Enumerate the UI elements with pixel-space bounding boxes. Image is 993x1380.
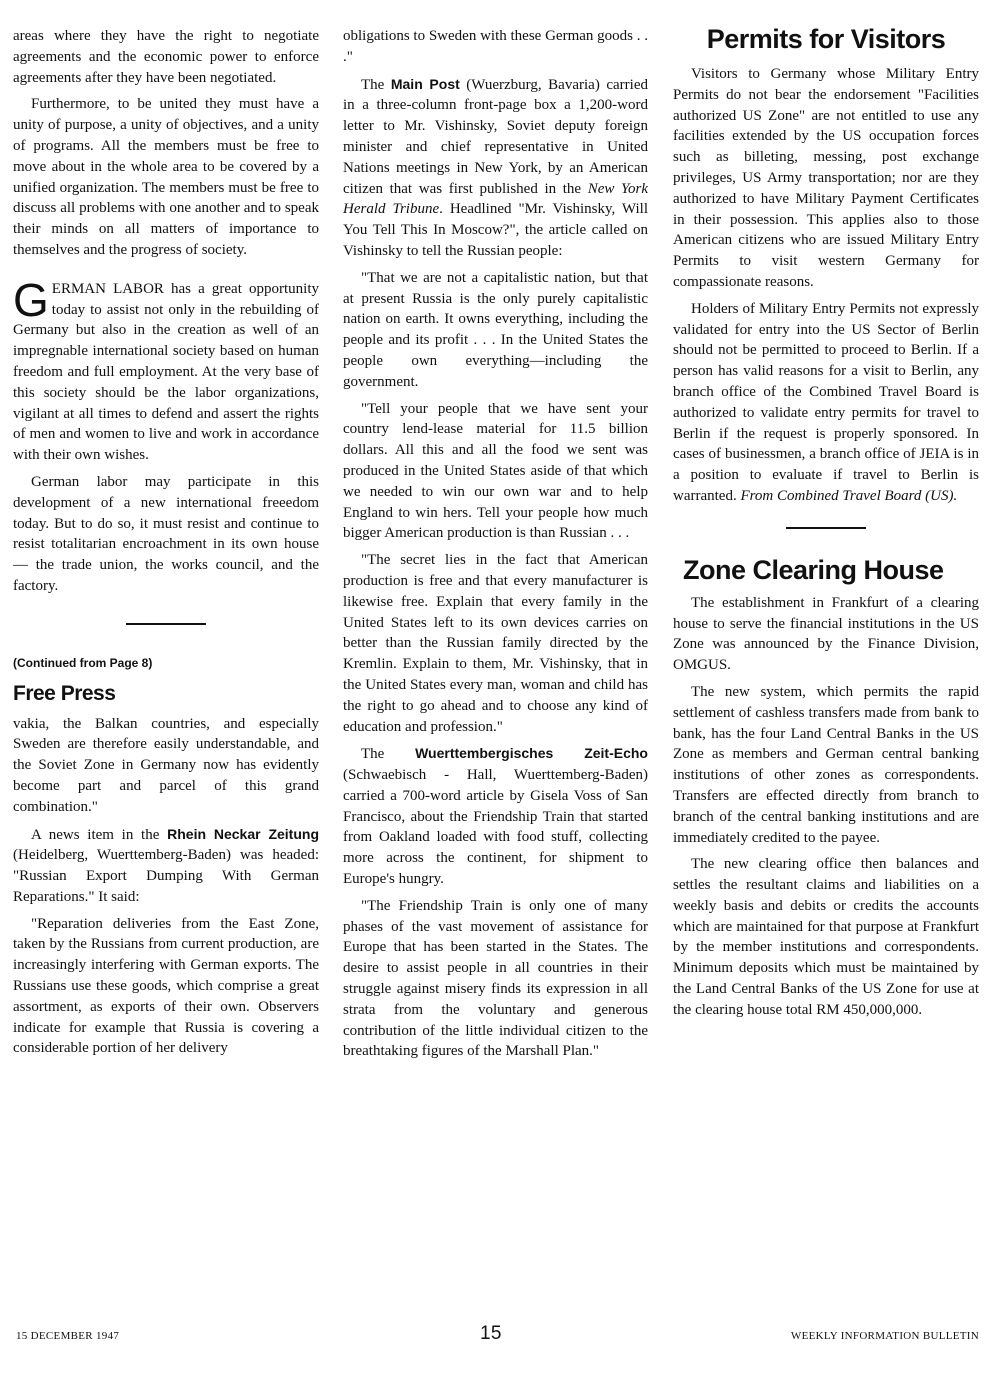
footer-date: 15 DECEMBER 1947: [16, 1330, 120, 1342]
text: (Wuerzburg, Bavaria) carried in a three-column front-page box a 1,200-word letter to Mr. Vishinsky, Soviet deputy foreign minister and chief representative in United Nations meetings in New York, by an American citizen that was first published in the: [343, 76, 648, 197]
newspaper-name: Wuerttembergisches Zeit-Echo: [415, 745, 648, 762]
paragraph: German labor may participate in this development of a new international freeedom today. But to do so, it must resist and continue to resist totalitarian encroachment in its own house — the trade union, the works council, and the factory.: [13, 473, 319, 594]
newspaper-name: Main Post: [390, 75, 460, 92]
newspaper-name: Rhein Neckar Zeitung: [167, 825, 319, 842]
publication-name: WEEKLY INFORMATION BULLETIN: [790, 1330, 979, 1342]
paragraph: Visitors to Germany whose Military Entry Permits do not bear the endorsement "Facilities authorized US Zone" are not entitled to use any facilities extended by the US occupation forces such as billeting, messing, post exchange privileges, US Army transportation; nor are they authorized to have Military Payment Certificates in their possession. This applies also to those American citizens who are issued Military Entry Permits to visit western Germany for compassionate reasons.: [673, 66, 979, 290]
paragraph: Furthermore, to be united they must have a unity of purpose, a unity of objectives, and a unity of programs. All the members must be free to move about in the whole area to be covered by a unified organization. The members must be free to discuss all problems with one another and to speak their minds on all matters of importance to themselves and the progress of society.: [13, 96, 319, 258]
source-credit: From Combined Travel Board (US).: [740, 487, 958, 504]
paragraph: The new system, which permits the rapid settlement of cashless transfers made from bank to bank, has the four Land Central Banks in the US Zone as members and German central banking institutions of other zones as correspondents. Transfers are effected directly from branch to branch of the central banking institutions and are immediately credited to the payee.: [673, 683, 979, 846]
section-divider: [786, 527, 866, 529]
continued-note: (Continued from Page 8): [13, 655, 153, 670]
section-title-free-press: Free Press: [13, 681, 116, 705]
paragraph: "The Friendship Train is only one of many phases of the vast movement of assistance for Europe that has been started in the States. The desire to assist people in all countries in their struggle against misery finds its expression in all strata from the voluntary and generous contribution of the little individual citizen to the breathtaking figures of the Marshall Plan.": [343, 897, 648, 1060]
section-title-permits: Permits for Visitors: [706, 26, 946, 54]
section-title-zone-clearing: Zone Clearing House: [683, 554, 944, 585]
column-middle: [343, 26, 648, 1326]
paragraph: [673, 299, 979, 507]
paragraph: [13, 824, 319, 908]
text: The: [361, 746, 416, 763]
text: The: [361, 76, 391, 93]
paragraph: "Reparation deliveries from the East Zone, taken by the Russians from current production, are increasingly interfering with German exports. The Russians use these goods, which comprise a great assortment, as exports of their own. Observers indicate for example that Russia is covering a considerable portion of her delivery: [13, 915, 319, 1057]
lead-text: has a great opportunity today to assist not only in the rebuilding of Germany but also in the creation as well of an impregnable international society based on human freedom and full employment. At the very base of this society should be the labor organizations, vigilant at all times to defend and assert the rights of men and women to live and work in accordance with their own wishes.: [13, 280, 319, 464]
page-number: 15: [480, 1323, 502, 1344]
paragraph: "Tell your people that we have sent your country lend-lease material for 11.5 billion dollars. All this and all the food we sent was produced in the United States aside of that which we needed to win our own war and to help England to win hers. Tell your people how much bigger American production is than Russian . . .: [343, 400, 648, 542]
column-left: [13, 26, 319, 1326]
drop-cap: G: [13, 273, 49, 326]
section-divider: [126, 623, 206, 625]
paragraph: "The secret lies in the fact that American production is free and that every manufacturer is likewise free. Explain that every family in the United States left to its own devices carries on better than the Russian family directed by the Kremlin. Explain to them, Mr. Vishinsky, that in the United States every man, woman and child has the right to go ahead and to choose any kind of education and profession.": [343, 552, 648, 735]
newspaper-title: New York Herald Tribune: [343, 180, 648, 218]
paragraph: [343, 74, 648, 262]
lead-paragraph: [13, 273, 319, 466]
text: . Headlined "Mr. Vishinsky, Will You Tell This In Moscow?", the article called on Vishinsky to tell the Russian people:: [343, 201, 648, 259]
lead-caps: ERMAN LABOR: [51, 280, 164, 297]
text: (Heidelberg, Wuerttemberg-Baden) was headed: "Russian Export Dumping With German Reparations." It said:: [13, 847, 319, 905]
paragraph: The establishment in Frankfurt of a clearing house to serve the financial institutions in the US Zone was announced by the Finance Division, OMGUS.: [673, 594, 979, 674]
paragraph: obligations to Sweden with these German goods . . .": [343, 28, 648, 65]
text: (Schwaebisch - Hall, Wuerttemberg-Baden) carried a 700-word article by Gisela Voss of San Francisco, about the Friendship Train that started from Oakland loaded with food stuff, collecting more across the continent, for shipment to Europe's hungry.: [343, 767, 648, 888]
paragraph: "That we are not a capitalistic nation, but that at present Russia is the only purely capitalistic nation on earth. It owns everything, including the people and its profit . . . In the United States the people own everything—including the government.: [343, 269, 648, 390]
text: Holders of Military Entry Permits not expressly validated for entry into the US Sector of Berlin should not be permitted to proceed to Berlin. If a person has valid reasons for a visit to Berlin, any branch office of the Combined Travel Board is authorized to validate entry permits for travel to Berlin if the request is properly sponsored. In cases of businessmen, a branch office of JEIA is in a position to evaluate if travel to Berlin is warranted.: [673, 300, 979, 504]
paragraph: [343, 743, 648, 890]
text: A news item in the: [31, 826, 168, 843]
paragraph: vakia, the Balkan countries, and especially Sweden are therefore easily understandable, and the Soviet Zone in Germany now has evidently become part and parcel of this grand combination.": [13, 715, 319, 815]
paragraph: The new clearing office then balances and settles the resultant claims and liabilities on a weekly basis and debits or credits the accounts which are maintained for that purpose at Frankfurt by the member institutions and correspondents. Minimum deposits which must be maintained by the Land Central Banks of the US Zone for use at the clearing house total RM 450,000,000.: [673, 856, 979, 1018]
paragraph: areas where they have the right to negotiate agreements and the economic power to enforce agreements after they have been negotiated.: [13, 28, 319, 86]
column-right: [673, 26, 979, 1326]
